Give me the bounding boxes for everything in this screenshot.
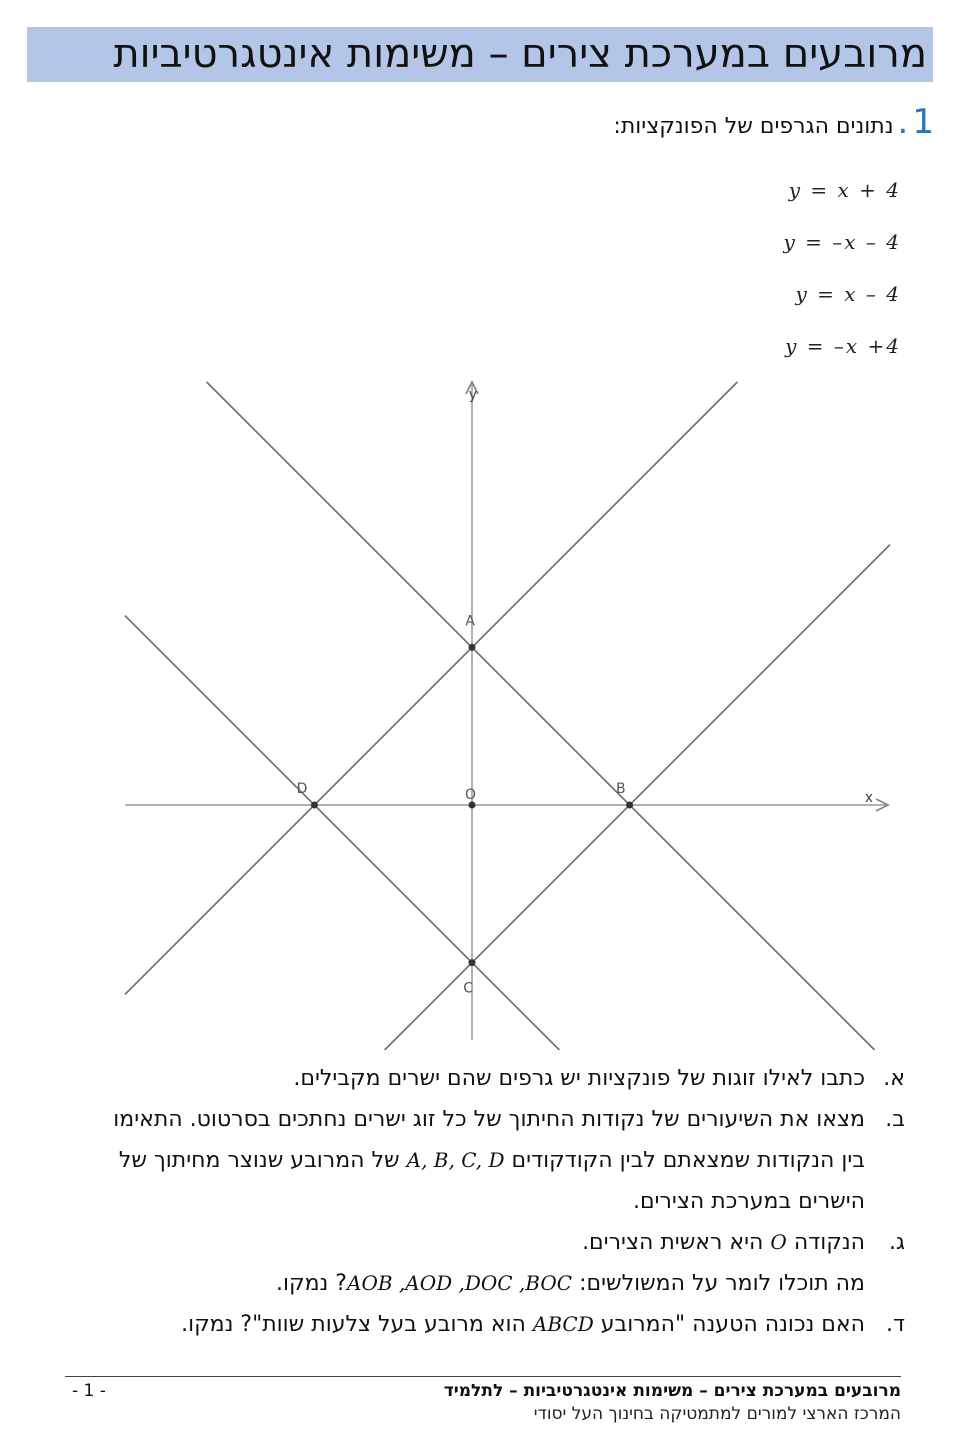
equation-list xyxy=(701,172,901,380)
page-title: מרובעים במערכת צירים – משימות אינטגרטיביות xyxy=(113,31,927,77)
point-c xyxy=(469,959,476,966)
task-text: כתבו לאילו זוגות של פונקציות יש גרפים שהם ישרים מקבילים. xyxy=(293,1066,865,1091)
question-number: 1 xyxy=(912,102,934,142)
point-label-c: C xyxy=(463,980,473,997)
x-axis-label: x xyxy=(864,790,873,806)
math-vertices: A, B, C, D xyxy=(406,1148,505,1172)
function-line-2 xyxy=(125,616,559,1050)
point-a xyxy=(469,644,476,651)
question-number-dot: . xyxy=(897,102,909,142)
task-letter: ג. xyxy=(888,1230,905,1255)
task-c-line2: מה תוכלו לומר על המשולשים: AOB ,AOD ,DOC ,BOC? נמקו. xyxy=(275,1271,865,1296)
graph-canvas xyxy=(0,370,961,1050)
task-a xyxy=(35,1058,905,1099)
function-line-3 xyxy=(385,545,890,1050)
task-b-line2: בין הנקודות שמצאתם לבין הקודקודים A, B, C, D של המרובע שנוצר מחיתוך של xyxy=(118,1148,865,1173)
y-axis-label: y xyxy=(468,387,477,403)
point-b xyxy=(626,802,633,809)
function-line-1 xyxy=(125,382,737,994)
task-b xyxy=(35,1099,905,1140)
page-number: - 1 - xyxy=(72,1381,106,1401)
equation-4: y = –x +4 xyxy=(785,334,901,358)
point-label-a: A xyxy=(465,613,475,630)
question-header xyxy=(613,102,934,142)
title-banner xyxy=(27,27,933,82)
coordinate-graph xyxy=(0,370,961,1050)
equation-2: y = –x – 4 xyxy=(783,230,901,254)
task-letter: ד. xyxy=(885,1312,905,1337)
task-letter: א. xyxy=(883,1066,905,1091)
task-d xyxy=(35,1304,905,1345)
point-label-d: D xyxy=(296,781,308,797)
task-c xyxy=(35,1222,905,1263)
question-intro: נתונים הגרפים של הפונקציות: xyxy=(613,114,894,139)
equation-1: y = x + 4 xyxy=(788,178,901,202)
task-list xyxy=(35,1058,905,1345)
task-text: הנקודה O היא ראשית הצירים. xyxy=(582,1230,865,1255)
equation-3: y = x – 4 xyxy=(795,282,901,306)
math-triangles: AOB ,AOD ,DOC ,BOC xyxy=(347,1271,573,1295)
task-text: מצאו את השיעורים של נקודות החיתוך של כל זוג ישרים נחתכים בסרטוט. התאימו xyxy=(113,1107,865,1132)
footer-title: מרובעים במערכת צירים – משימות אינטגרטיביות – לתלמיד xyxy=(443,1381,901,1401)
footer-organization: המרכז הארצי למורים למתמטיקה בחינוך העל יסודי xyxy=(533,1404,901,1424)
point-d xyxy=(311,802,318,809)
task-text: האם נכונה הטענה "המרובע ABCD הוא מרובע בעל צלעות שוות"? נמקו. xyxy=(181,1312,865,1337)
point-label-b: B xyxy=(615,781,626,797)
function-line-4 xyxy=(207,382,875,1050)
point-label-o: O xyxy=(464,787,476,803)
task-letter: ב. xyxy=(885,1107,905,1132)
footer-divider xyxy=(65,1376,901,1377)
task-b-line3: הישרים במערכת הצירים. xyxy=(632,1189,865,1214)
